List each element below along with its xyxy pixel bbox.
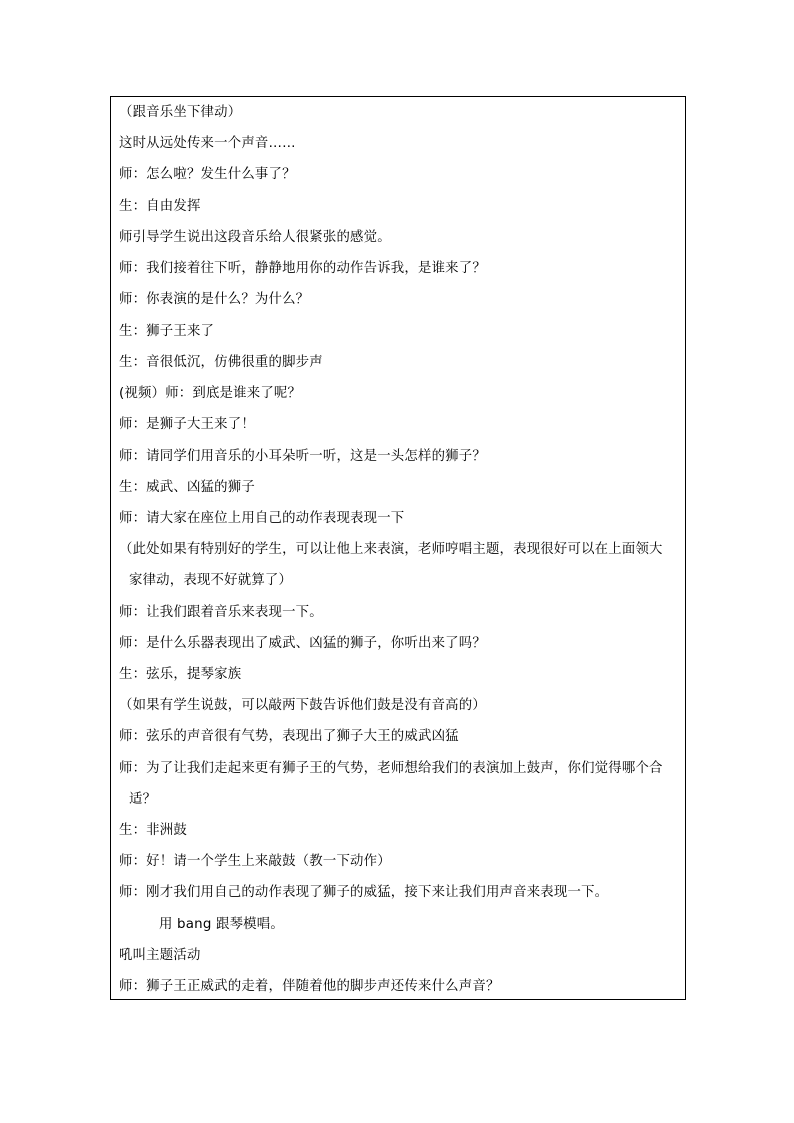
text-line: 用 bang 跟琴模唱。 xyxy=(159,917,284,932)
text-line: 生：狮子王来了 xyxy=(119,324,215,339)
text-line: 师：是狮子大王来了！ xyxy=(119,417,255,432)
text-line: 师：好！请一个学生上来敲鼓（教一下动作） xyxy=(119,854,391,869)
text-line: 师：请同学们用音乐的小耳朵听一听，这是一头怎样的狮子？ xyxy=(119,449,486,464)
text-line: 家律动，表现不好就算了） xyxy=(129,573,293,588)
text-line: （如果有学生说鼓，可以敲两下鼓告诉他们鼓是没有音高的） xyxy=(119,698,486,713)
text-line: 生：自由发挥 xyxy=(119,199,201,214)
text-line: 师引导学生说出这段音乐给人很紧张的感觉。 xyxy=(119,230,391,245)
text-line: 吼叫主题活动 xyxy=(119,948,201,963)
text-line: 适？ xyxy=(129,792,157,807)
text-line: 这时从远处传来一个声音…… xyxy=(119,136,296,151)
text-line: 师：为了让我们走起来更有狮子王的气势，老师想给我们的表演加上鼓声，你们觉得哪个合 xyxy=(119,761,663,776)
text-line: 生：弦乐，提琴家族 xyxy=(119,667,242,682)
text-line: (视频）师：到底是谁来了呢？ xyxy=(119,386,302,401)
text-line: 师：让我们跟着音乐来表现一下。 xyxy=(119,605,323,620)
text-line: 师：是什么乐器表现出了威武、凶猛的狮子，你听出来了吗？ xyxy=(119,636,486,651)
text-line: （此处如果有特别好的学生，可以让他上来表演，老师哼唱主题，表现很好可以在上面领大 xyxy=(119,542,663,557)
text-line: 生：威武、凶猛的狮子 xyxy=(119,480,255,495)
text-line: 师：刚才我们用自己的动作表现了狮子的威猛，接下来让我们用声音来表现一下。 xyxy=(119,885,609,900)
lesson-content-box xyxy=(110,96,686,1000)
text-line: 师：弦乐的声音很有气势，表现出了狮子大王的威武凶猛 xyxy=(119,729,459,744)
text-line: 师：你表演的是什么？为什么？ xyxy=(119,292,310,307)
text-line: 师：怎么啦？发生什么事了？ xyxy=(119,167,296,182)
text-line: 生：非洲鼓 xyxy=(119,823,187,838)
text-line: 师：狮子王正威武的走着，伴随着他的脚步声还传来什么声音？ xyxy=(119,979,500,994)
text-line: 师：我们接着往下听，静静地用你的动作告诉我，是谁来了？ xyxy=(119,261,486,276)
text-line: 师：请大家在座位上用自己的动作表现表现一下 xyxy=(119,511,405,526)
text-line: （跟音乐坐下律动） xyxy=(119,105,242,120)
text-line: 生：音很低沉，仿佛很重的脚步声 xyxy=(119,355,323,370)
